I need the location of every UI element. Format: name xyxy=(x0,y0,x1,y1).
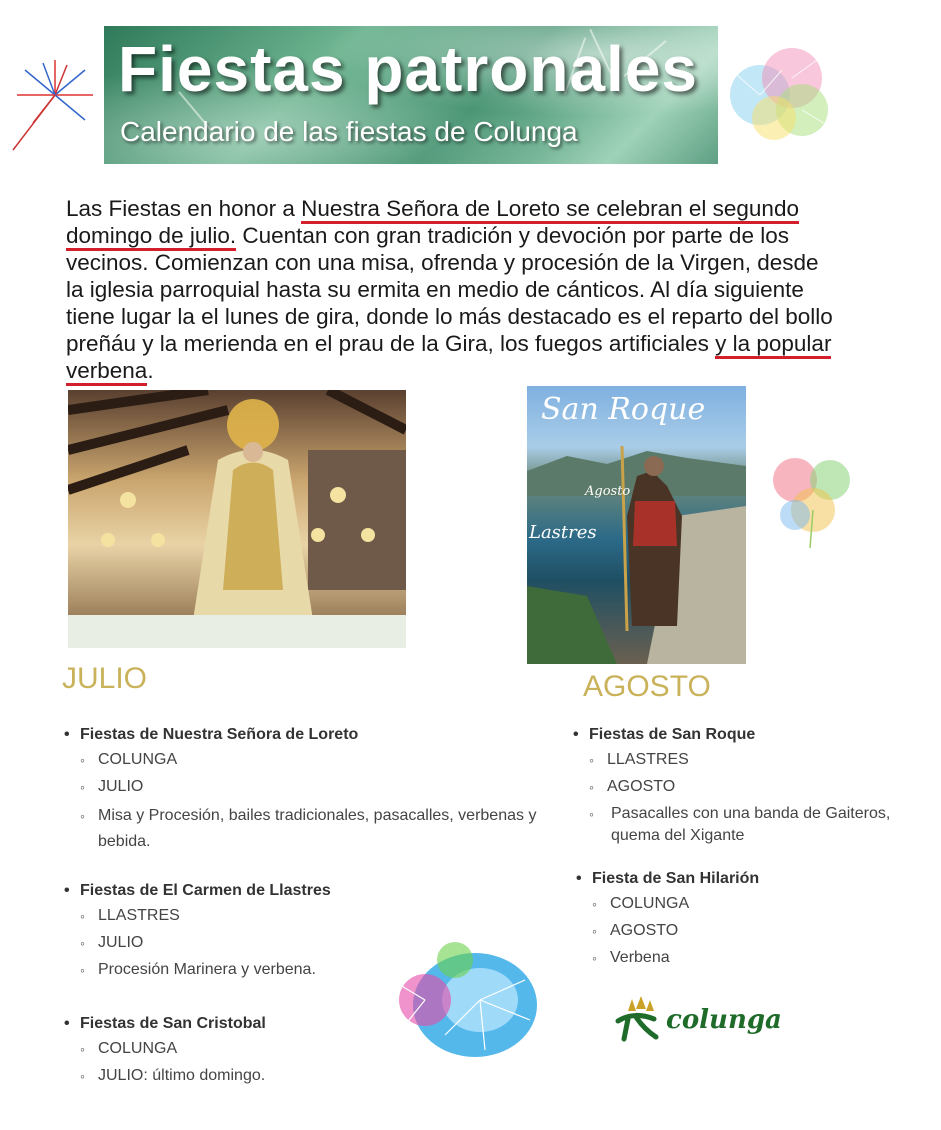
banner-subtitle: Calendario de las fiestas de Colunga xyxy=(120,116,578,147)
fiesta-month: ◦ JULIO xyxy=(64,932,574,954)
firework-icon xyxy=(765,450,857,550)
firework-icon xyxy=(722,40,834,145)
fiesta-name: • Fiestas de Nuestra Señora de Loreto xyxy=(64,726,574,744)
month-heading-july: JULIO xyxy=(62,662,148,695)
fiesta-month: ◦ JULIO: último domingo. xyxy=(64,1065,574,1087)
fiesta-place: ◦ COLUNGA xyxy=(64,1038,574,1060)
intro-text: Cuentan con gran tradición y devoción por parte de los vecinos. Comienzan con una misa, ofrenda y procesión de la Virgen, desde la iglesia parroquial hasta su ermita en medio de cánticos. Al día siguiente tiene lugar la el lunes de gira, donde lo más destacado es el reparto del bollo preñáu y la merienda en el prau de la Gira, los fuegos artificiales xyxy=(66,223,833,356)
photo-virgen-loreto xyxy=(68,390,406,648)
banner xyxy=(104,26,718,164)
list-item xyxy=(64,882,574,981)
fiesta-name: • Fiestas de San Roque xyxy=(573,726,923,744)
list-item xyxy=(64,726,574,855)
fiesta-place: ◦ LLASTRES xyxy=(64,905,574,927)
fiesta-description: ◦ Misa y Procesión, bailes tradicionales, pasacalles, verbenas y bebida. xyxy=(64,803,574,855)
fiesta-name: • Fiestas de San Cristobal xyxy=(64,1015,574,1033)
list-item xyxy=(576,870,926,969)
fiesta-name: • Fiestas de El Carmen de Llastres xyxy=(64,882,574,900)
fiesta-place: ◦ LLASTRES xyxy=(573,749,923,771)
colunga-logo xyxy=(614,993,794,1043)
poster-month: Agosto xyxy=(585,484,631,499)
intro-text: Las Fiestas en honor a xyxy=(66,196,302,221)
intro-paragraph xyxy=(66,195,836,384)
list-item xyxy=(573,726,923,847)
fiesta-place: ◦ COLUNGA xyxy=(576,893,926,915)
fiesta-month: ◦ JULIO xyxy=(64,776,574,798)
poster-place: Lastres xyxy=(529,522,597,543)
logo-emblem-icon xyxy=(614,993,664,1043)
firework-icon xyxy=(5,55,100,155)
fiesta-description: ◦ Pasacalles con una banda de Gaiteros, quema del Xigante xyxy=(573,803,923,847)
intro-highlight-date: Nuestra Señora de Loreto se celebran el segundo domingo de julio. xyxy=(66,196,799,251)
fiesta-place: ◦ COLUNGA xyxy=(64,749,574,771)
fiesta-description: ◦ Verbena xyxy=(576,947,926,969)
poster-title: San Roque xyxy=(541,392,706,427)
logo-text: colunga xyxy=(666,1005,782,1035)
intro-text: . xyxy=(147,358,154,383)
banner-title: Fiestas patronales xyxy=(118,33,698,105)
poster-san-roque xyxy=(527,386,746,664)
fiesta-name: • Fiesta de San Hilarión xyxy=(576,870,926,888)
fiesta-description: ◦ Procesión Marinera y verbena. xyxy=(64,959,574,981)
month-heading-august: AGOSTO xyxy=(583,670,711,703)
list-item xyxy=(64,1015,574,1087)
fiesta-month: ◦ AGOSTO xyxy=(573,776,923,798)
intro-highlight-verbena: y la popular verbena xyxy=(66,331,831,386)
fiesta-month: ◦ AGOSTO xyxy=(576,920,926,942)
